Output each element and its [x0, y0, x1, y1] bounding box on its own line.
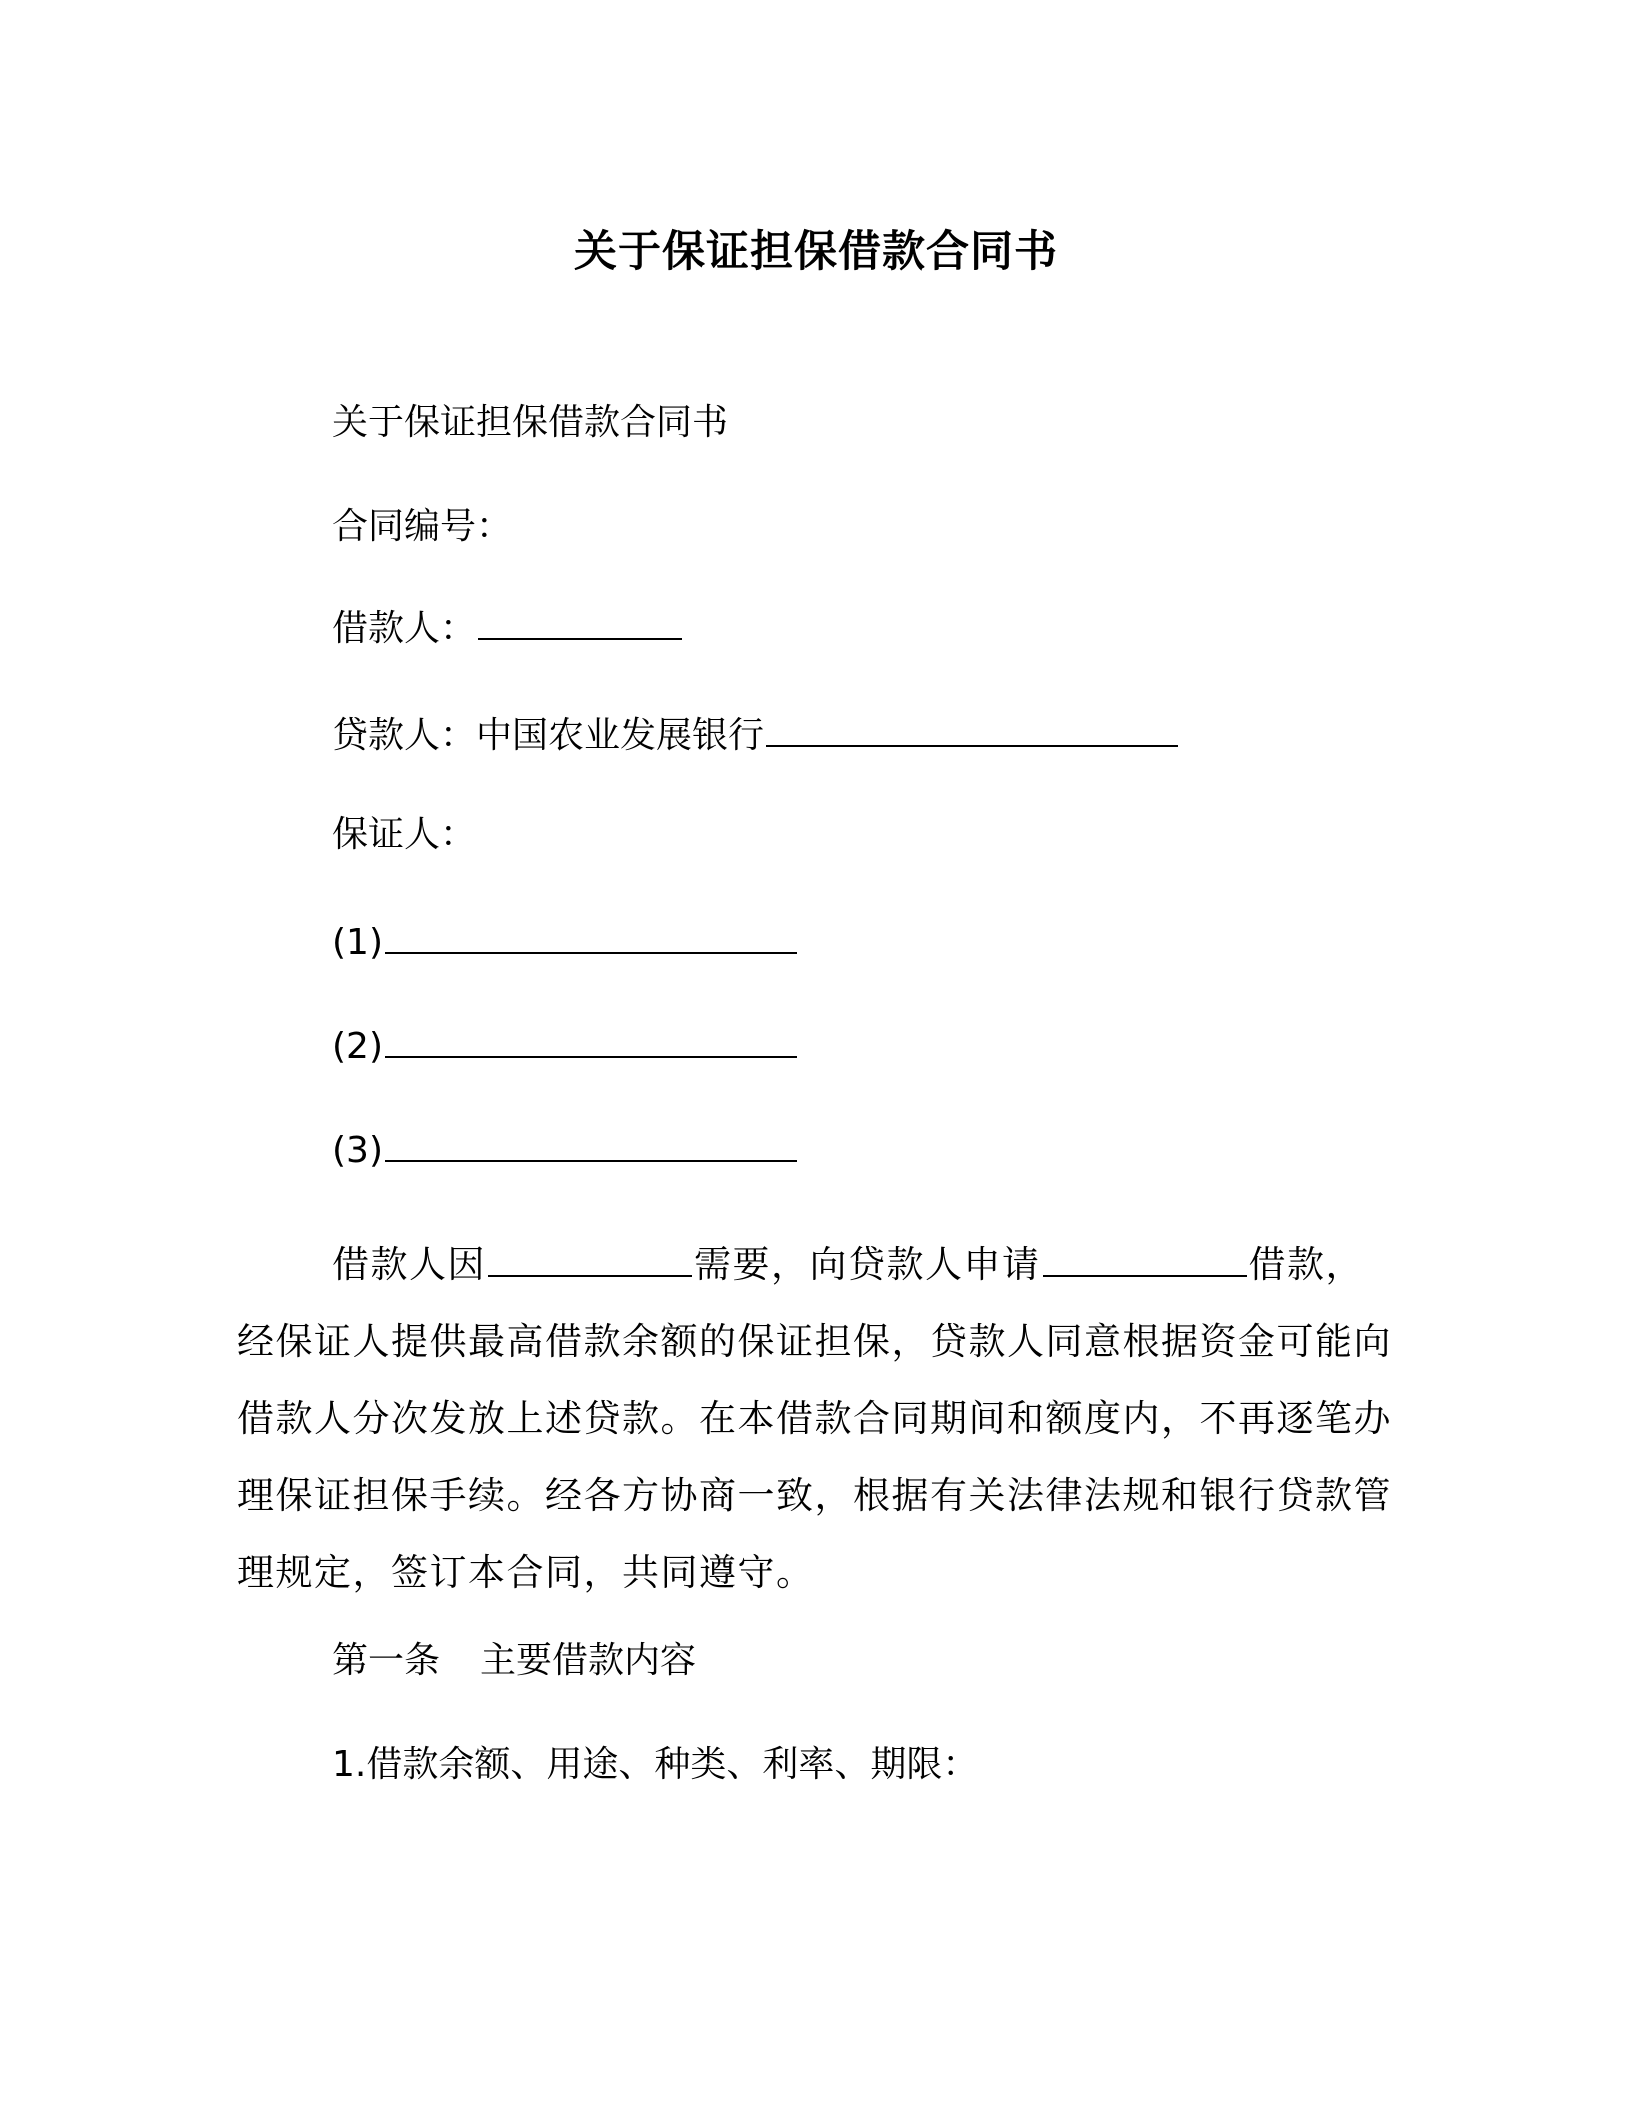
article-1-heading — [332, 1636, 696, 1686]
purpose-blank — [488, 1241, 692, 1277]
guarantor-2-line — [332, 1022, 799, 1072]
guarantor-1-line — [332, 918, 799, 968]
guarantor-3-label: (3) — [332, 1130, 383, 1171]
guarantor-2-blank — [385, 1022, 797, 1058]
document-title: 关于保证担保借款合同书 — [574, 227, 1058, 277]
paragraph-part-3: 借款，经保证人提供最高借款余额的保证担保，贷款人同意根据资金可能向借款人分次发放上述贷款。在本借款合同期间和额度内，不再逐笔办理保证担保手续。经各方协商一致，根据有关法律法规和银行贷款管理规定，签订本合同，共同遵守。 — [237, 1243, 1392, 1594]
guarantor-1-label: (1) — [332, 922, 383, 963]
paragraph-part-1: 借款人因 — [332, 1243, 486, 1286]
loan-type-blank — [1043, 1241, 1247, 1277]
article-1-number: 第一条 — [332, 1640, 441, 1681]
lender-line — [332, 711, 1180, 761]
contract-number-label: 合同编号： — [332, 506, 513, 547]
preamble-paragraph — [237, 1226, 1397, 1611]
guarantor-2-label: (2) — [332, 1026, 383, 1067]
lender-label: 贷款人： — [332, 715, 477, 756]
document-subtitle: 关于保证担保借款合同书 — [332, 402, 729, 443]
paragraph-part-2: 需要，向贷款人申请 — [694, 1243, 1041, 1286]
guarantor-3-line — [332, 1126, 799, 1176]
borrower-label: 借款人： — [332, 608, 477, 649]
guarantor-label: 保证人： — [332, 814, 477, 855]
item-1: 1.借款余额、用途、种类、利率、期限： — [332, 1744, 979, 1785]
guarantor-1-blank — [385, 918, 797, 954]
guarantor-3-blank — [385, 1126, 797, 1162]
lender-blank — [766, 711, 1178, 747]
borrower-blank — [478, 604, 682, 640]
lender-value: 中国农业发展银行 — [476, 715, 765, 756]
borrower-line — [332, 604, 684, 654]
article-1-title: 主要借款内容 — [480, 1640, 697, 1681]
